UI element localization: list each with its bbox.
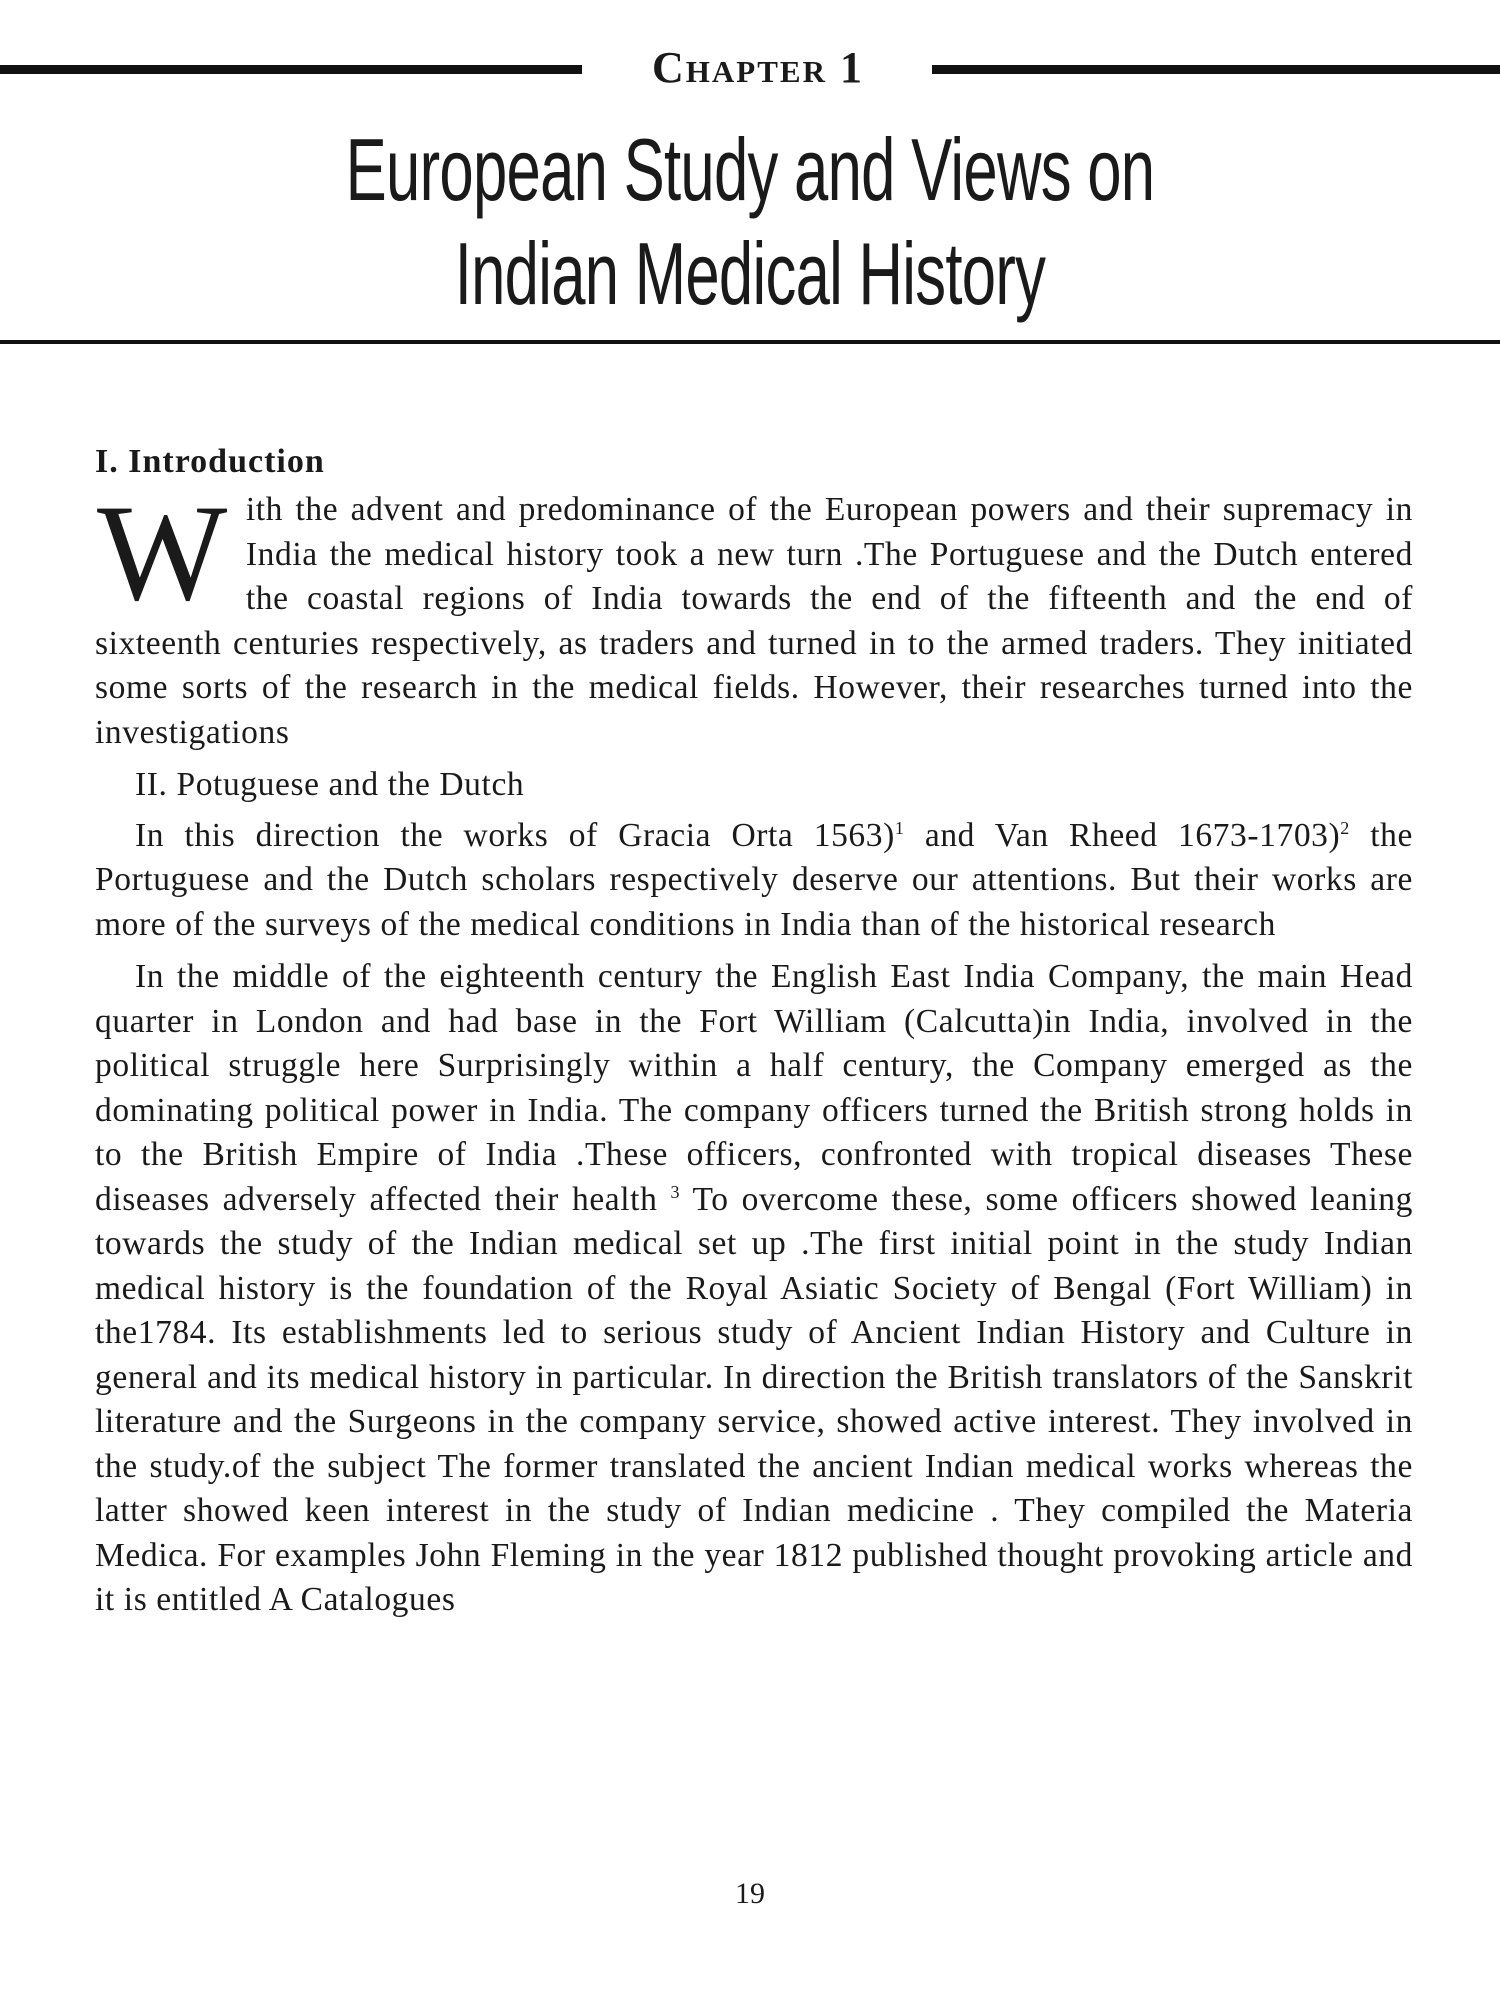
chapter-title — [225, 118, 1275, 326]
chapter-label — [600, 40, 916, 96]
page-number: 19 — [735, 1877, 765, 1910]
paragraph-text: To overcome these, some officers showed leaning towards the study of the Indian medical set up .The first initial point in the study Indian medical history is the foundation of the Royal Asiatic Society of Bengal (Fort William) in the1784. Its establishments led to serious study of Ancient Indian History and Culture in general and its medical history in particular. In direction the British translators of the Sanskrit literature and the Surgeons in the company service, showed active interest. They involved in the study.of the subject The former translated the ancient Indian medical works whereas the latter showed keen interest in the study of Indian medicine . They compiled the Materia Medica. For examples John Fleming in the year 1812 published thought provoking article and it is entitled A Catalogues — [95, 1180, 1413, 1618]
chapter-word: Chapter — [652, 43, 827, 92]
header-rule-right — [932, 65, 1500, 74]
drop-cap: W — [97, 476, 228, 629]
body-text — [95, 440, 1413, 1631]
header-rule-left — [0, 65, 582, 74]
section-heading-introduction: I. Introduction — [95, 443, 325, 480]
paragraph-text: and Van Rheed 1673-1703) — [904, 816, 1341, 854]
footnote-marker: 1 — [894, 817, 905, 838]
paragraph-text: In this direction the works of Gracia Orta 1563) — [135, 816, 895, 854]
footnote-marker: 3 — [670, 1181, 681, 1202]
title-divider — [0, 340, 1500, 344]
intro-text: ith the advent and predominance of the European powers and their supremacy in India the medical history took a new turn .The Portuguese and the Dutch entered the coastal regions of India towards the end of the fifteenth and the end of sixteenth centuries respectively, as traders and turned in to the armed traders. They initiated some sorts of the research in the medical fields. However, their researches turned into the investigations — [95, 491, 1413, 751]
paragraph-orta-rheed — [95, 814, 1413, 948]
chapter-header — [0, 40, 1500, 96]
intro-paragraph — [95, 476, 1413, 755]
section-heading-portuguese-dutch: II. Potuguese and the Dutch — [135, 766, 525, 803]
paragraph-text: the Portuguese and the Dutch scholars respectively deserve our attentions. But their works are more of the surveys of the medical conditions in India than of the historical research — [95, 816, 1413, 943]
footnote-marker: 2 — [1340, 817, 1350, 838]
chapter-title-line-1: European Study and Views on — [345, 120, 1155, 219]
chapter-title-line-2: Indian Medical History — [454, 224, 1046, 323]
paragraph-text: In the middle of the eighteenth century the English East India Company, the main Head quarter in London and had base in the Fort William (Calcutta)in India, involved in the political struggle here Surprisingly within a half century, the Company emerged as the dominating political power in India. The company officers turned the British strong holds in to the British Empire of India .These officers, confronted with tropical diseases These diseases adversely affected their health — [95, 958, 1413, 1218]
chapter-number: 1 — [839, 43, 864, 92]
paragraph-east-india-company — [95, 955, 1413, 1623]
